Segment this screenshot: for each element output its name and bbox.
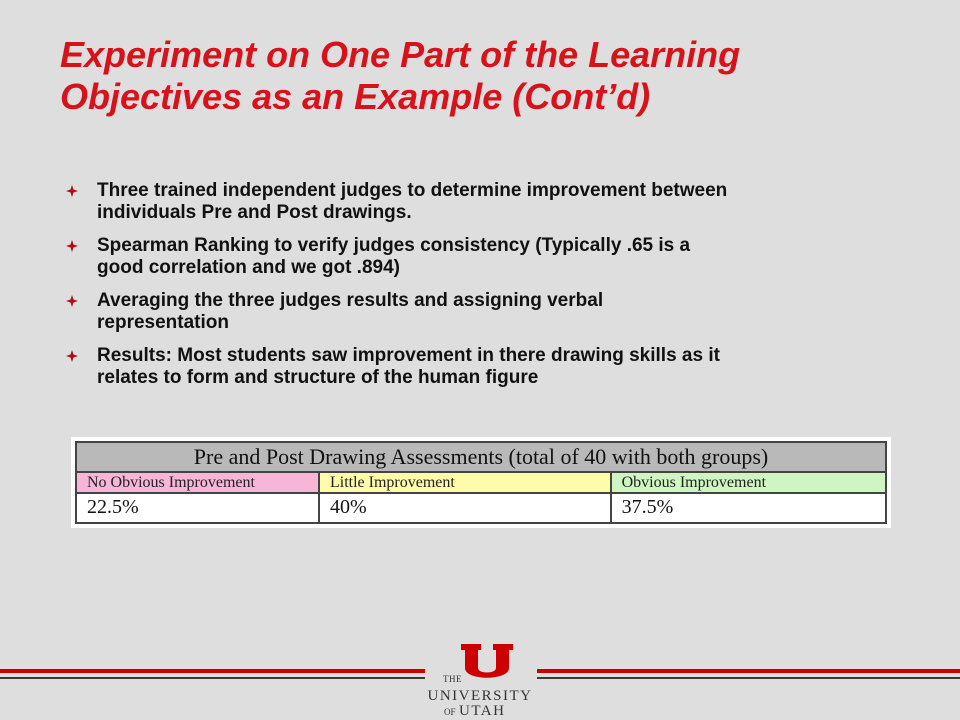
logo-of: OF bbox=[444, 707, 456, 717]
bullet-line-1: Three trained independent judges to determine improvement between bbox=[97, 180, 728, 201]
title-line-2: Objectives as an Example (Cont’d) bbox=[60, 76, 651, 117]
diamond-bullet-icon bbox=[66, 185, 78, 197]
bullet-line-2: representation bbox=[97, 312, 229, 333]
bullet-line-2: relates to form and structure of the human figure bbox=[97, 367, 539, 388]
header-little-improvement: Little Improvement bbox=[319, 472, 611, 492]
slide-title bbox=[60, 34, 920, 118]
diamond-bullet-icon bbox=[66, 240, 78, 252]
value-no-obvious-improvement: 22.5% bbox=[76, 493, 319, 523]
value-little-improvement: 40% bbox=[319, 493, 611, 523]
table-caption: Pre and Post Drawing Assessments (total of 40 with both groups) bbox=[76, 442, 886, 472]
bullet-line-1: Results: Most students saw improvement in there drawing skills as it bbox=[97, 345, 720, 366]
bullet-item bbox=[66, 290, 896, 334]
footer-rule-left-dark bbox=[0, 677, 425, 679]
footer-rule-right-red bbox=[537, 669, 960, 673]
title-line-1: Experiment on One Part of the Learning bbox=[60, 34, 741, 75]
university-u-logo-icon bbox=[461, 644, 513, 684]
footer-rule-right-dark bbox=[537, 677, 960, 679]
bullet-item bbox=[66, 345, 896, 389]
bullet-line-2: good correlation and we got .894) bbox=[97, 257, 400, 278]
bullet-line-1: Averaging the three judges results and assigning verbal bbox=[97, 290, 604, 311]
value-obvious-improvement: 37.5% bbox=[611, 493, 886, 523]
bullet-item bbox=[66, 235, 896, 279]
logo-utah: UTAH bbox=[459, 703, 506, 719]
logo-the: THE bbox=[443, 674, 462, 684]
header-obvious-improvement: Obvious Improvement bbox=[611, 472, 886, 492]
bullet-line-2: individuals Pre and Post drawings. bbox=[97, 202, 412, 223]
bullet-list bbox=[66, 180, 896, 400]
diamond-bullet-icon bbox=[66, 295, 78, 307]
diamond-bullet-icon bbox=[66, 350, 78, 362]
assessment-table-image bbox=[71, 437, 891, 528]
footer-rule-left-red bbox=[0, 669, 425, 673]
assessment-table bbox=[75, 441, 887, 524]
logo-university: UNIVERSITY bbox=[427, 688, 533, 704]
header-no-obvious-improvement: No Obvious Improvement bbox=[76, 472, 319, 492]
bullet-line-1: Spearman Ranking to verify judges consistency (Typically .65 is a bbox=[97, 235, 691, 256]
bullet-item bbox=[66, 180, 896, 224]
